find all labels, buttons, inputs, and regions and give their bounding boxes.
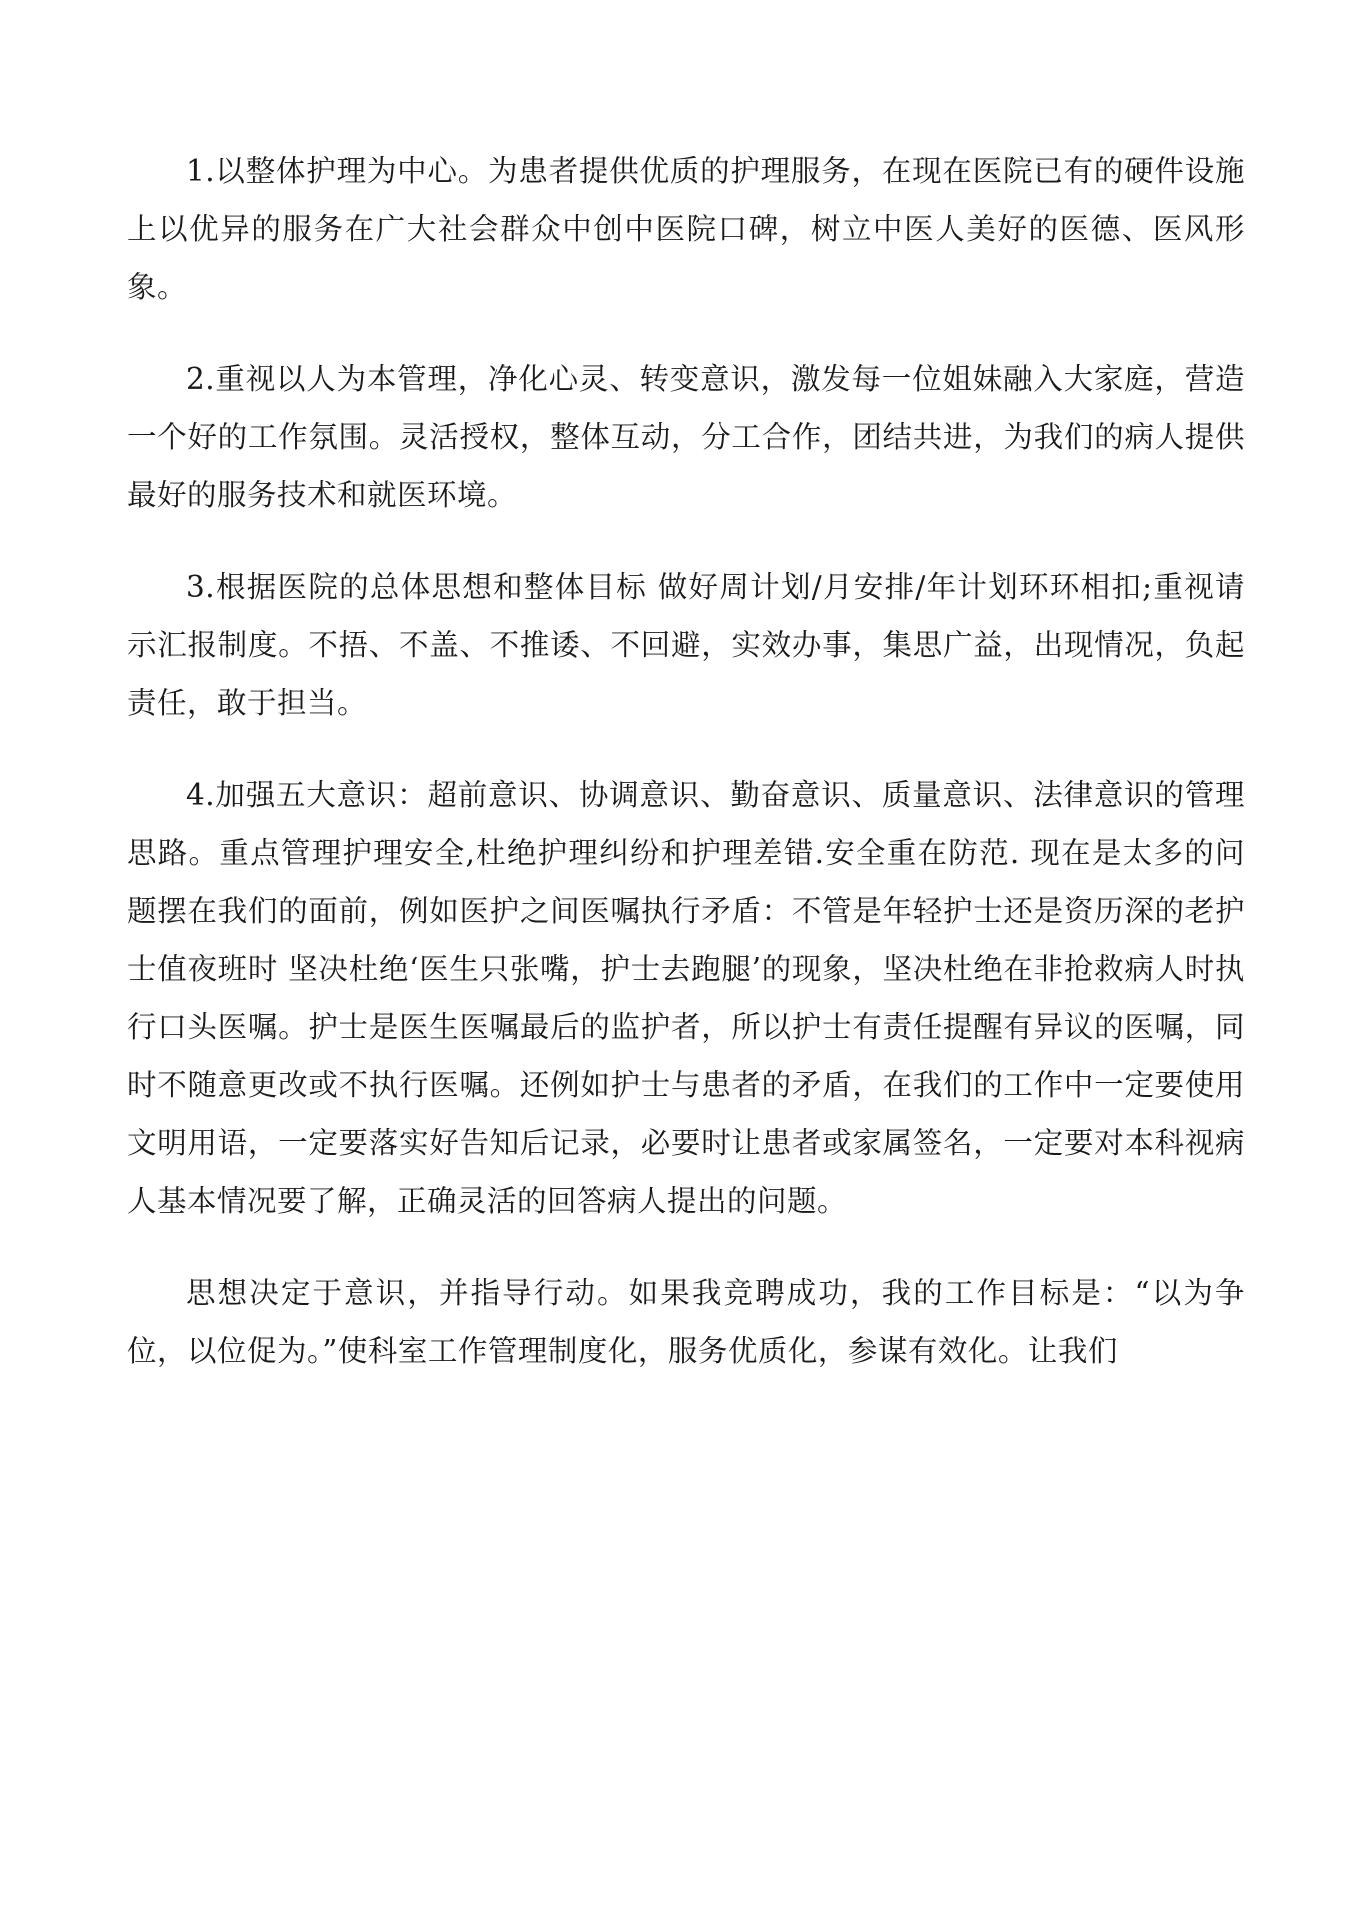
paragraph-5: 思想决定于意识，并指导行动。如果我竞聘成功，我的工作目标是：“以为争位，以位促为。”使科室工作管理制度化，服务优质化，参谋有效化。让我们 [127,1276,1245,1368]
document-body [127,142,1245,1414]
paragraph-2: 2.重视以人为本管理，净化心灵、转变意识，激发每一位姐妹融入大家庭，营造一个好的工作氛围。灵活授权，整体互动，分工合作，团结共进，为我们的病人提供最好的服务技术和就医环境。 [127,362,1245,512]
paragraph-1: 1.以整体护理为中心。为患者提供优质的护理服务，在现在医院已有的硬件设施上以优异的服务在广大社会群众中创中医院口碑，树立中医人美好的医德、医风形象。 [127,154,1245,304]
paragraph-4: 4.加强五大意识：超前意识、协调意识、勤奋意识、质量意识、法律意识的管理思路。重点管理护理安全,杜绝护理纠纷和护理差错.安全重在防范. 现在是太多的问题摆在我们的面前，例如医护之间医嘱执行矛盾：不管是年轻护士还是资历深的老护士值夜班时 坚决杜绝‘医生只张嘴，护士去跑腿’的现象，坚决杜绝在非抢救病人时执行口头医嘱。护士是医生医嘱最后的监护者，所以护士有责任提醒有异议的医嘱，同时不随意更改或不执行医嘱。还例如护士与患者的矛盾，在我们的工作中一定要使用文明用语，一定要落实好告知后记录，必要时让患者或家属签名，一定要对本科视病人基本情况要了解，正确灵活的回答病人提出的问题。 [127,778,1245,1218]
paragraph-3: 3.根据医院的总体思想和整体目标 做好周计划/月安排/年计划环环相扣;重视请示汇报制度。不捂、不盖、不推诿、不回避，实效办事，集思广益，出现情况，负起责任，敢于担当。 [127,570,1245,720]
